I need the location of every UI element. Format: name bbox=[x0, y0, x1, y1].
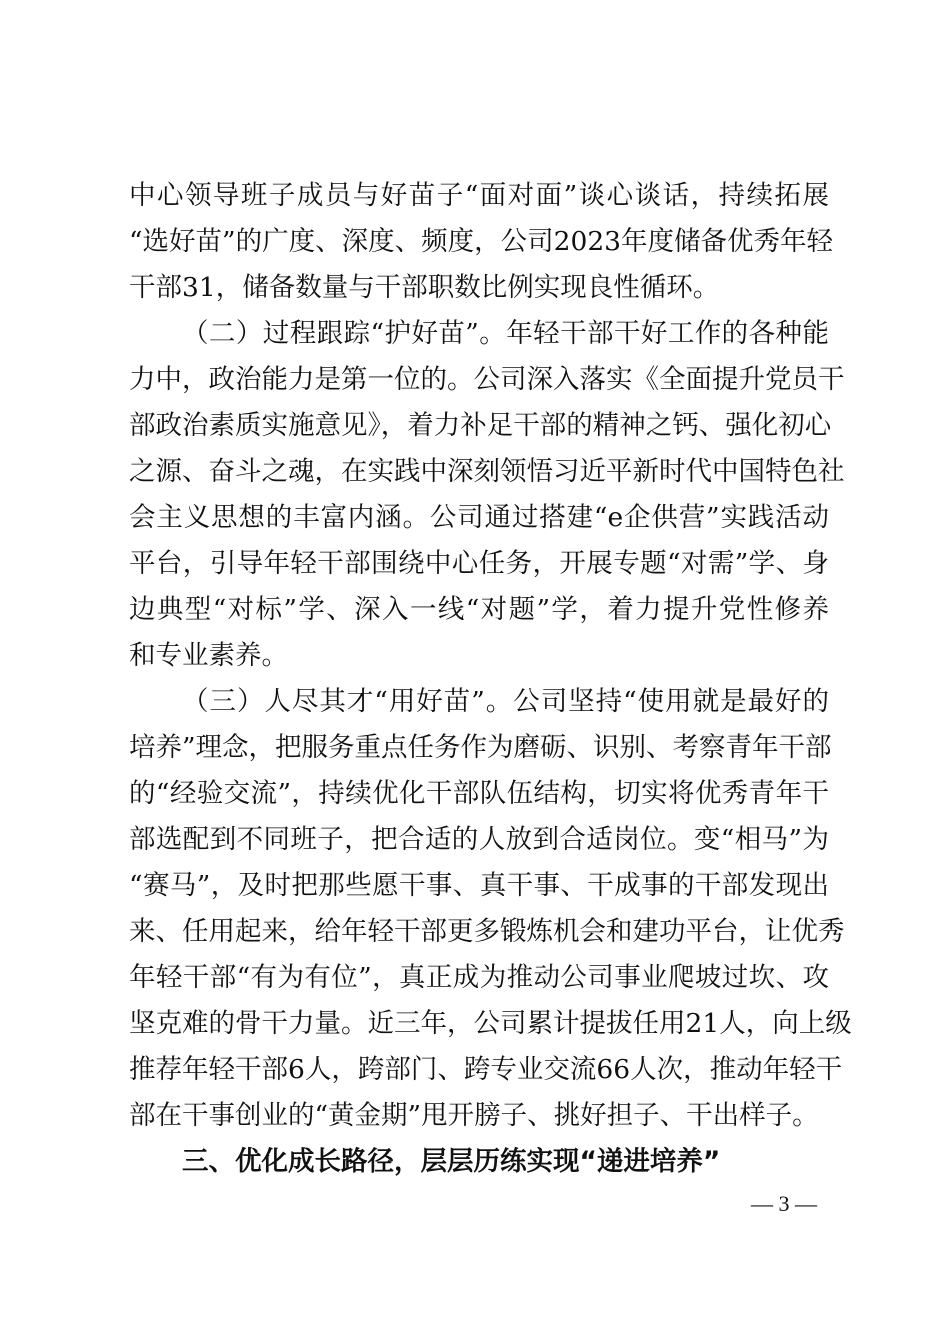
page-number: — 3 — bbox=[751, 1191, 817, 1216]
body-text-line: 部政治素质实施意见》，着力补足干部的精神之钙、强化初心 bbox=[129, 410, 832, 441]
body-text-line: 边典型“对标”学、深入一线“对题”学，着力提升党性修养 bbox=[129, 594, 829, 625]
body-text-line: 和专业素养。 bbox=[129, 640, 288, 671]
body-text-line: 的“经验交流”，持续优化干部队伍结构，切实将优秀青年干 bbox=[129, 778, 829, 809]
body-text-line: “赛马”，及时把那些愿干事、真干事、干成事的干部发现出 bbox=[129, 870, 829, 901]
body-text-line: 会主义思想的丰富内涵。公司通过搭建“e企供营”实践活动 bbox=[129, 502, 829, 533]
body-text-line: 部选配到不同班子，把合适的人放到合适岗位。变“相马”为 bbox=[129, 824, 829, 855]
subsection-2-first-line: （二）过程跟踪“护好苗”。年轻干部干好工作的各种能 bbox=[182, 318, 829, 349]
body-text-line: 来、任用起来，给年轻干部更多锻炼机会和建功平台，让优秀 bbox=[129, 916, 845, 947]
body-text-line: 之源、奋斗之魂，在实践中深刻领悟习近平新时代中国特色社 bbox=[129, 456, 845, 487]
body-text-line: 坚克难的骨干力量。近三年，公司累计提拔任用21人，向上级 bbox=[129, 1008, 852, 1039]
subsection-3-first-line: （三）人尽其才“用好苗”。公司坚持“使用就是最好的 bbox=[182, 686, 829, 717]
body-text-line: 中心领导班子成员与好苗子“面对面”谈心谈话，持续拓展 bbox=[129, 180, 829, 211]
body-text-line: 年轻干部“有为有位”，真正成为推动公司事业爬坡过坎、攻 bbox=[129, 962, 829, 993]
body-text-line: 培养”理念，把服务重点任务作为磨砺、识别、考察青年干部 bbox=[129, 732, 832, 763]
body-text-line: 干部31，储备数量与干部职数比例实现良性循环。 bbox=[129, 272, 720, 303]
body-text-line: “选好苗”的广度、深度、频度，公司2023年度储备优秀年轻 bbox=[129, 226, 834, 257]
body-text-line: 平台，引导年轻干部围绕中心任务，开展专题“对需”学、身 bbox=[129, 548, 829, 579]
body-text-line: 力中，政治能力是第一位的。公司深入落实《全面提升党员干 bbox=[129, 364, 845, 395]
section-3-heading: 三、优化成长路径，层层历练实现“递进培养” bbox=[182, 1146, 721, 1177]
body-text-line: 推荐年轻干部6人，跨部门、跨专业交流66人次，推动年轻干 bbox=[129, 1054, 843, 1085]
body-text-line: 部在干事创业的“黄金期”甩开膀子、挑好担子、干出样子。 bbox=[129, 1100, 819, 1131]
